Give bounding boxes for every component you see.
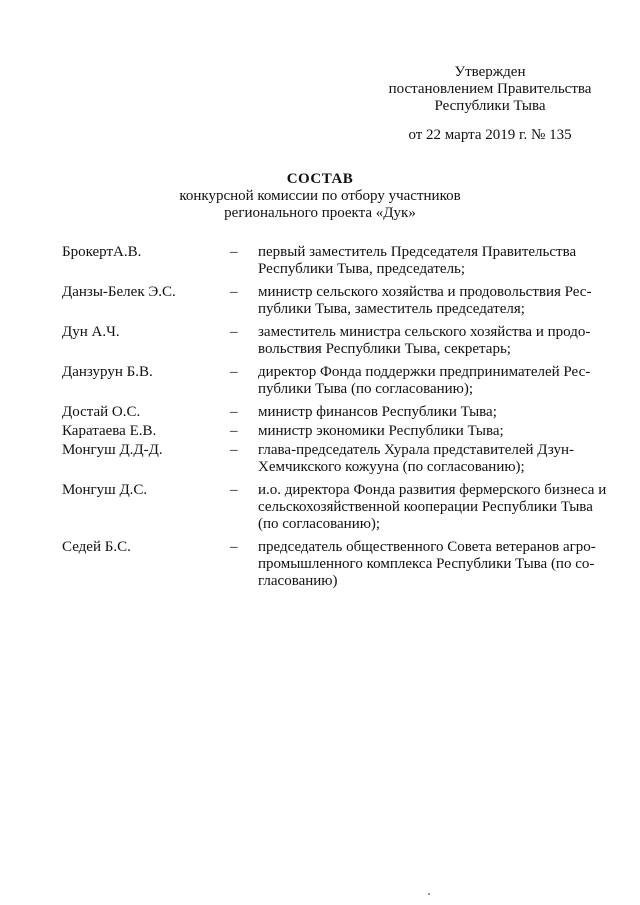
- member-dash: –: [230, 404, 238, 420]
- member-name: Монгуш Д.С.: [62, 482, 148, 498]
- member-role-line: заместитель министра сельского хозяйства и продо-: [258, 324, 591, 340]
- member-dash: –: [230, 364, 238, 380]
- approval-line-republic: Республики Тыва: [434, 98, 546, 114]
- member-name: Дун А.Ч.: [62, 324, 120, 340]
- member-dash: –: [230, 539, 238, 555]
- member-role-line: гласованию): [258, 573, 338, 589]
- member-name: Данзурун Б.В.: [62, 364, 153, 380]
- member-role: [258, 539, 618, 590]
- approval-block: [360, 64, 620, 144]
- member-role-line: сельскохозяйственной кооперации Республики Тыва: [258, 499, 593, 515]
- member-row: [62, 442, 618, 476]
- member-role: [258, 442, 618, 476]
- member-role-line: Республики Тыва, председатель;: [258, 261, 466, 277]
- member-role-line: (по согласованию);: [258, 516, 381, 532]
- document-title: СОСТАВ: [286, 171, 354, 187]
- member-role: [258, 244, 618, 278]
- member-role-line: первый заместитель Председателя Правительства: [258, 244, 577, 260]
- scan-speck: [428, 893, 430, 895]
- member-role: [258, 364, 618, 398]
- member-role-line: публики Тыва, заместитель председателя;: [258, 301, 525, 317]
- approval-date: от 22 марта 2019 г. № 135: [408, 127, 572, 143]
- member-role: [258, 482, 618, 533]
- member-dash: –: [230, 244, 238, 260]
- member-dash: –: [230, 482, 238, 498]
- member-role-line: Хемчикского кожууна (по согласованию);: [258, 459, 525, 475]
- member-name: БрокертА.В.: [62, 244, 142, 260]
- member-role-line: министр сельского хозяйства и продовольствия Рес-: [258, 284, 592, 300]
- member-name: Данзы-Белек Э.С.: [62, 284, 176, 300]
- member-dash: –: [230, 423, 238, 439]
- member-role-line: директор Фонда поддержки предпринимателей Рес-: [258, 364, 591, 380]
- member-dash: –: [230, 324, 238, 340]
- member-name: Монгуш Д.Д-Д.: [62, 442, 163, 458]
- member-row: [62, 324, 618, 358]
- member-row: [62, 539, 618, 590]
- member-role-line: глава-председатель Хурала представителей Дзун-: [258, 442, 575, 458]
- member-role: [258, 324, 618, 358]
- member-role-line: вольствия Республики Тыва, секретарь;: [258, 341, 511, 357]
- document-subtitle-line-2: регионального проекта «Дук»: [224, 205, 416, 221]
- member-row: [62, 404, 618, 421]
- commission-members-list: [62, 244, 618, 596]
- member-row: [62, 284, 618, 318]
- member-dash: –: [230, 442, 238, 458]
- member-role-line: министр финансов Республики Тыва;: [258, 404, 497, 420]
- member-role-line: и.о. директора Фонда развития фермерского бизнеса и: [258, 482, 607, 498]
- member-name: Каратаева Е.В.: [62, 423, 157, 439]
- member-role-line: публики Тыва (по согласованию);: [258, 381, 474, 397]
- member-row: [62, 482, 618, 533]
- approval-line-resolution: постановлением Правительства: [388, 81, 592, 97]
- member-role: [258, 404, 618, 421]
- member-role-line: министр экономики Республики Тыва;: [258, 423, 504, 439]
- member-name: Седей Б.С.: [62, 539, 131, 555]
- member-role: [258, 284, 618, 318]
- member-role-line: председатель общественного Совета ветеранов агро-: [258, 539, 596, 555]
- member-row: [62, 364, 618, 398]
- approval-line-approved: Утвержден: [454, 64, 526, 80]
- member-row: [62, 244, 618, 278]
- member-role: [258, 423, 618, 440]
- member-name: Достай О.С.: [62, 404, 141, 420]
- document-subtitle-line-1: конкурсной комиссии по отбору участников: [179, 188, 461, 204]
- document-title-block: [140, 170, 500, 222]
- member-row: [62, 423, 618, 440]
- member-dash: –: [230, 284, 238, 300]
- member-role-line: промышленного комплекса Республики Тыва (по со-: [258, 556, 595, 572]
